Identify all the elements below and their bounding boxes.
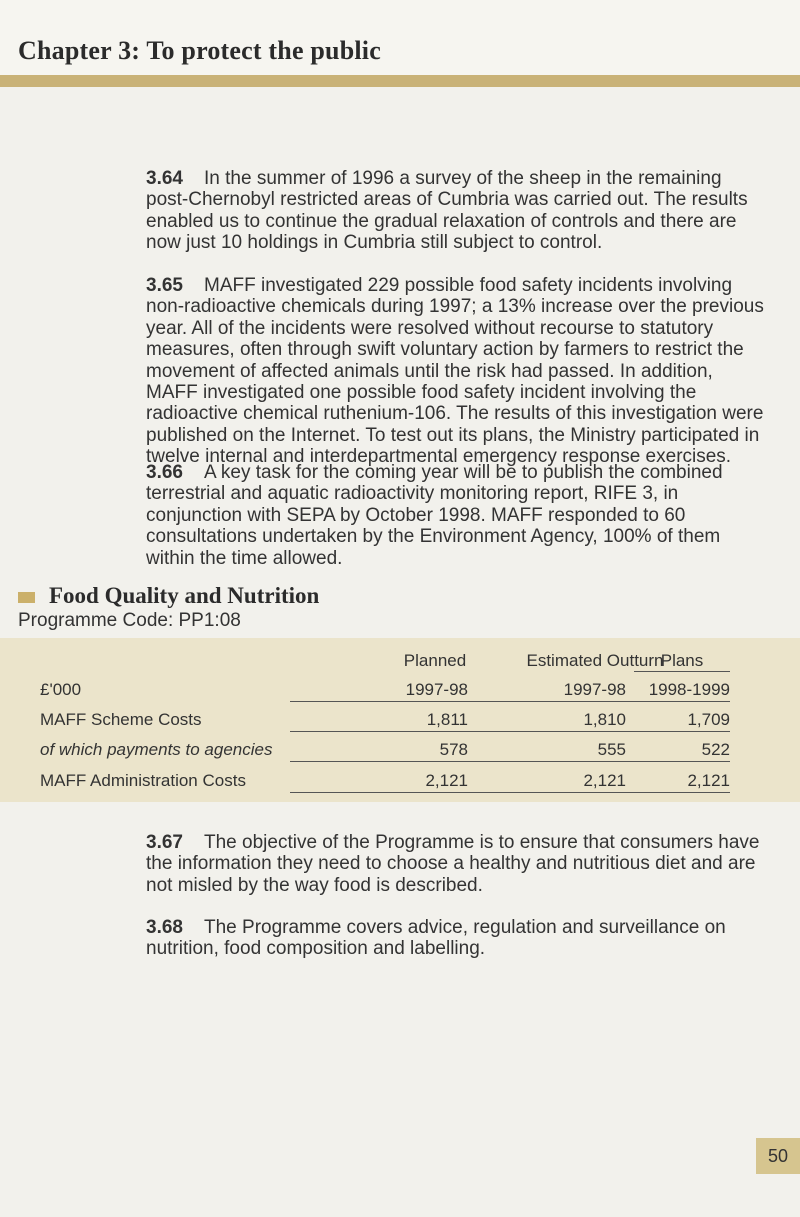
paragraph-3-65 xyxy=(146,275,766,468)
paragraph-text: MAFF investigated 229 possible food safety incidents involving non-radioactive chemicals during 1997; a 13% increase over the previous year. All of the incidents were resolved without recourse to statutory measures, often through swift voluntary action by farmers to restrict the movement of affected animals until the risk had passed. In addition, MAFF investigated one possible food safety incident involving the radioactive chemical ruthenium-106. The results of this investigation were published on the Internet. To test out its plans, the Ministry participated in twelve internal and interdepartmental emergency response exercises. xyxy=(146,275,764,468)
row-label: MAFF Scheme Costs xyxy=(40,710,202,729)
table-cell: 2,121 xyxy=(687,771,730,790)
table-cell: 1,810 xyxy=(583,710,626,729)
section-heading xyxy=(18,583,319,609)
title-rule xyxy=(0,75,800,87)
table-cell: 1,709 xyxy=(687,710,730,729)
section-title: Food Quality and Nutrition xyxy=(49,583,320,608)
chapter-title: Chapter 3: To protect the public xyxy=(18,36,381,65)
row-rule xyxy=(290,761,730,762)
programme-code: Programme Code: PP1:08 xyxy=(18,610,241,631)
budget-table xyxy=(0,638,800,802)
table-cell: 522 xyxy=(701,740,730,759)
year-plans: 1998-1999 xyxy=(648,680,730,699)
paragraph-number: 3.64 xyxy=(146,168,183,189)
paragraph-text: The objective of the Programme is to ensure that consumers have the information they need to choose a healthy and nutritious diet and are not misled by the way food is described. xyxy=(146,832,760,896)
column-header-estimated-outturn: Estimated Outturn xyxy=(526,651,664,670)
row-label: MAFF Administration Costs xyxy=(40,771,246,790)
row-label: of which payments to agencies xyxy=(40,740,273,759)
paragraph-3-66 xyxy=(146,462,766,569)
year-outturn: 1997-98 xyxy=(563,680,626,699)
section-marker-icon xyxy=(18,592,35,603)
paragraph-3-68 xyxy=(146,917,766,960)
table-cell: 555 xyxy=(597,740,626,759)
column-header-planned: Planned xyxy=(403,651,467,670)
paragraph-text: A key task for the coming year will be to publish the combined terrestrial and aquatic radioactivity monitoring report, RIFE 3, in conjunction with SEPA by October 1998. MAFF responded to 60 consultations undertaken by the Environment Agency, 100% of them within the time allowed. xyxy=(146,462,723,569)
table-cell: 578 xyxy=(439,740,468,759)
table-cell: 2,121 xyxy=(583,771,626,790)
paragraph-text: The Programme covers advice, regulation and surveillance on nutrition, food composition and labelling. xyxy=(146,917,726,960)
table-cell: 1,811 xyxy=(426,710,468,729)
paragraph-text: In the summer of 1996 a survey of the sheep in the remaining post-Chernobyl restricted areas of Cumbria was carried out. The results enabled us to continue the gradual relaxation of controls and there are now just 10 holdings in Cumbria still subject to control. xyxy=(146,168,748,254)
paragraph-3-67 xyxy=(146,832,766,896)
paragraph-number: 3.67 xyxy=(146,832,183,853)
paragraph-number: 3.66 xyxy=(146,462,183,483)
paragraph-number: 3.65 xyxy=(146,275,183,296)
column-header-plans: Plans xyxy=(660,651,704,670)
paragraph-number: 3.68 xyxy=(146,917,183,938)
unit-label: £'000 xyxy=(40,680,82,699)
row-rule xyxy=(290,792,730,793)
page-number: 50 xyxy=(756,1138,800,1174)
year-planned: 1997-98 xyxy=(405,680,468,699)
paragraph-3-64 xyxy=(146,168,766,254)
header-rule xyxy=(634,671,730,672)
table-cell: 2,121 xyxy=(425,771,468,790)
row-rule xyxy=(290,701,730,702)
row-rule xyxy=(290,731,730,732)
